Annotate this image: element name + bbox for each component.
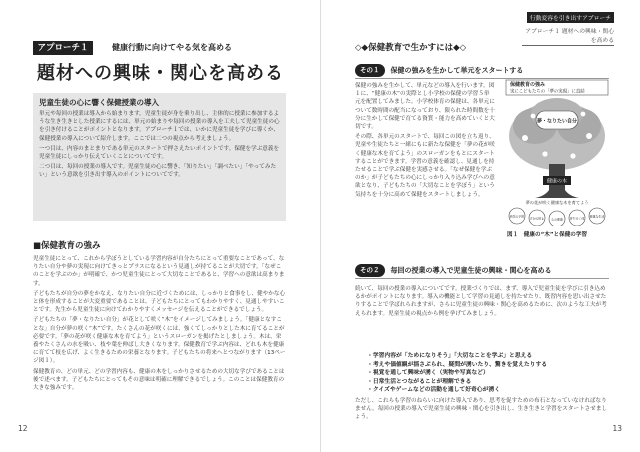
point2-bullets bbox=[367, 352, 607, 395]
root-label: 健康な生活 bbox=[589, 214, 605, 219]
section-heading: ◇◆保健教育で生かすには◆◇ bbox=[355, 43, 467, 53]
body-paragraph: 保健教育の、どの単元、どの学習内容も、健康の木をしっかりさせるための大切な学びであることは後で述べます。子どもたちにとってもその意味は明確に理解できるでしょう。このことは保健教育の大きな強みです。 bbox=[33, 368, 285, 392]
point1-badge: その１ bbox=[355, 64, 385, 77]
figure-tag-sub: 実にこどもたちの「夢の実現」に直結 bbox=[510, 89, 585, 95]
body-paragraph: 児童生徒にとって、これから学ぼうとしている学習内容が自分たちにとって重要なことであって、なりたい自分や夢の実現に向けてきっとプラスになるという見通しが持てることが大切です。「なぜこのことを学ぶのか」が明確で、かつ児童生徒にとって大切なことであると、学習への意欲は高まります。 bbox=[33, 256, 285, 287]
section-heading: ■保健教育の強み bbox=[33, 241, 101, 251]
figure-tag: 保健教育の強み bbox=[510, 82, 546, 88]
intro-box-heading: 児童生徒の心に響く保健授業の導入 bbox=[39, 98, 159, 107]
point1-title: 保健の強みを生かして単元をスタートする bbox=[390, 66, 524, 75]
root-label: けがの防止 bbox=[529, 216, 545, 221]
closing-paragraph: ただし、これらも学習のねらいに向けた導入であり、思考を促すための布石となっていなければなりません。毎回の授業の導入で児童生徒の興味・関心を引き出し、生き生きと学習をスタートさせましょう。 bbox=[355, 398, 608, 421]
section-body bbox=[33, 255, 286, 415]
point1-paragraph: 保健の強みを生かして、単元などの導入を行います。図１に、“健康の木”の実際とし小学校の保健の学習５単元を配置してみました。小学校体育の保健は、各単元について数時間の配当になっており、限られた時間数を十分に生かして保健で育てる資質・能力を高めていくと大切です。 bbox=[355, 83, 495, 131]
point2-heading bbox=[355, 264, 609, 277]
body-paragraph: 子どもたちが自分の夢をかなえ、なりたい自分に近づくためには、しっかりと食事をし、健やかな心と体を形成することが大変重要であることは、子どもたちにとってもわかりやすく、見通しやすいことです。先生から児童生徒に向けてわかりやすくメッセージを伝えることができるでしょう。 bbox=[33, 290, 286, 314]
page-number-left: 12 bbox=[18, 424, 28, 433]
bullet-item: ・ 考えや価値観が揺さぶられ、疑問が湧いたり、驚きを覚えたりする bbox=[367, 361, 607, 370]
tree-crown bbox=[509, 98, 605, 170]
root-label: 病気の予防 bbox=[509, 214, 525, 219]
roots-caption: 夢の花が咲く健康な木を育てよう bbox=[525, 200, 589, 205]
figure-caption: 図１ 健康の“木”と保健の学習 bbox=[507, 232, 588, 238]
running-head bbox=[522, 5, 614, 46]
root-label: 心の健康 bbox=[551, 217, 563, 222]
root-circles bbox=[509, 208, 605, 226]
bullet-item: ・ 視覚を通して興味が湧く（実物や写真など） bbox=[367, 369, 607, 378]
running-head-title: 行動変容を引き出すアプローチ bbox=[527, 12, 614, 23]
bullet-item: ・ 学習内容が「ためになりそう」「大切なことを学ぶ」と思える bbox=[367, 352, 607, 361]
point2-paragraph: 続いて、毎回の授業の導入についてです。授業づくりでは、まず、導入で児童生徒を学びに引き込めるかがポイントになります。導入の機能として学習の見通しを持たせたり、既習内容を思い出させたりすることで学ばれられますが、さらに児童生徒の興味・関心を高めるために、次のような工夫が考えられます。児童生徒の視点から例を挙げてみましょう。 bbox=[355, 286, 607, 317]
point1-paragraph: その際、各単元のスタートで、毎回この図を立ち返り、児童や生徒たちと一緒にもに新たな保健を「夢の花が咲く健康な木を育てよう」のスローガンをもとにスタートすることができます。学習の意義を確認し、見通しを持たせることで学ぶ保健を実感させる。「なぜ保健を学ぶのか」が子どもたちの心にしっかり入り込み学びへの意欲となり、子どもたちの「大切なことを学ぼう」という気持ちを十分に高めて保健をスタートしましょう。 bbox=[355, 134, 495, 198]
intro-paragraph: 一つ目は、内容のまとまりである単元のスタートで押さえたいポイントです。保健を学ぶ意義を児童生徒にしっかり伝えていくことについてです。 bbox=[39, 145, 280, 161]
heading-rule bbox=[355, 278, 609, 279]
point2-title: 毎回の授業の導入で児童生徒の興味・関心を高める bbox=[390, 266, 552, 275]
root-label: 育ちゆく体 bbox=[569, 216, 585, 221]
approach-tag: アプローチ１ bbox=[33, 41, 93, 55]
page-title: 題材への興味・関心を高める bbox=[37, 63, 284, 84]
point1-heading bbox=[355, 64, 609, 77]
right-page bbox=[320, 0, 640, 452]
intro-paragraph: 単元や毎回の授業は導入から始まります。児童生徒が身を乗り出し、主体的に授業に参加するような生き生きとした授業にするには、単元の始まりや毎回の授業の導入を工夫して児童生徒の心を引き付けることがポイントとなります。アプローチ１では、いかに児童生徒を学びに導くか、保健授業の導入について紹介します。ここでは二つの視点から考えましょう。 bbox=[39, 111, 280, 142]
point2-badge: その２ bbox=[355, 264, 385, 277]
health-tree-figure bbox=[505, 78, 609, 226]
intro-paragraph: 二つ目は、毎回の授業の導入です。児童生徒の心に響き、「知りたい」「調べたい」「やってみたい」という意欲を引き出す導入のポイントについてです。 bbox=[39, 164, 277, 179]
intro-box bbox=[33, 93, 286, 221]
body-paragraph: 子どもたちの「夢・なりたい自分」が花として咲く“木”をイメージしてみましょう。「健康となすことな」自分が夢の咲く“木”です。たくさんの花が咲くには、強くてしっかりとした木に育てることが必要です。「夢の花が咲く健康な木を育てよう」というスローガンを掲げたとしましょう。木は、栄養やたくさんの水を吸い、枝や葉を伸ばし大きくなります。保健教育で学ぶ内容は、どれも木を健康に育てて枝を広げ、よく生きるための栄養となります。子どもたちの将来へとつながります（13ページ図１）。 bbox=[33, 317, 286, 365]
running-head-sub: アプローチ１ 題材への興味・関心を高める bbox=[522, 26, 614, 46]
page-number-right: 13 bbox=[612, 424, 622, 433]
point2-body bbox=[355, 285, 609, 351]
approach-subtitle: 健康行動に向けてやる気を高める bbox=[112, 43, 232, 52]
trunk-label: 健康の木 bbox=[546, 178, 568, 185]
bullet-item: ・ 日常生活とつながることが理解できる bbox=[367, 378, 607, 387]
point1-body bbox=[355, 82, 495, 232]
point2-closing bbox=[355, 397, 609, 421]
crown-label: 夢・なりたい自分 bbox=[536, 118, 578, 125]
bullet-item: ・ クイズやゲームなどの活動を通して好奇心が湧く bbox=[367, 386, 607, 395]
